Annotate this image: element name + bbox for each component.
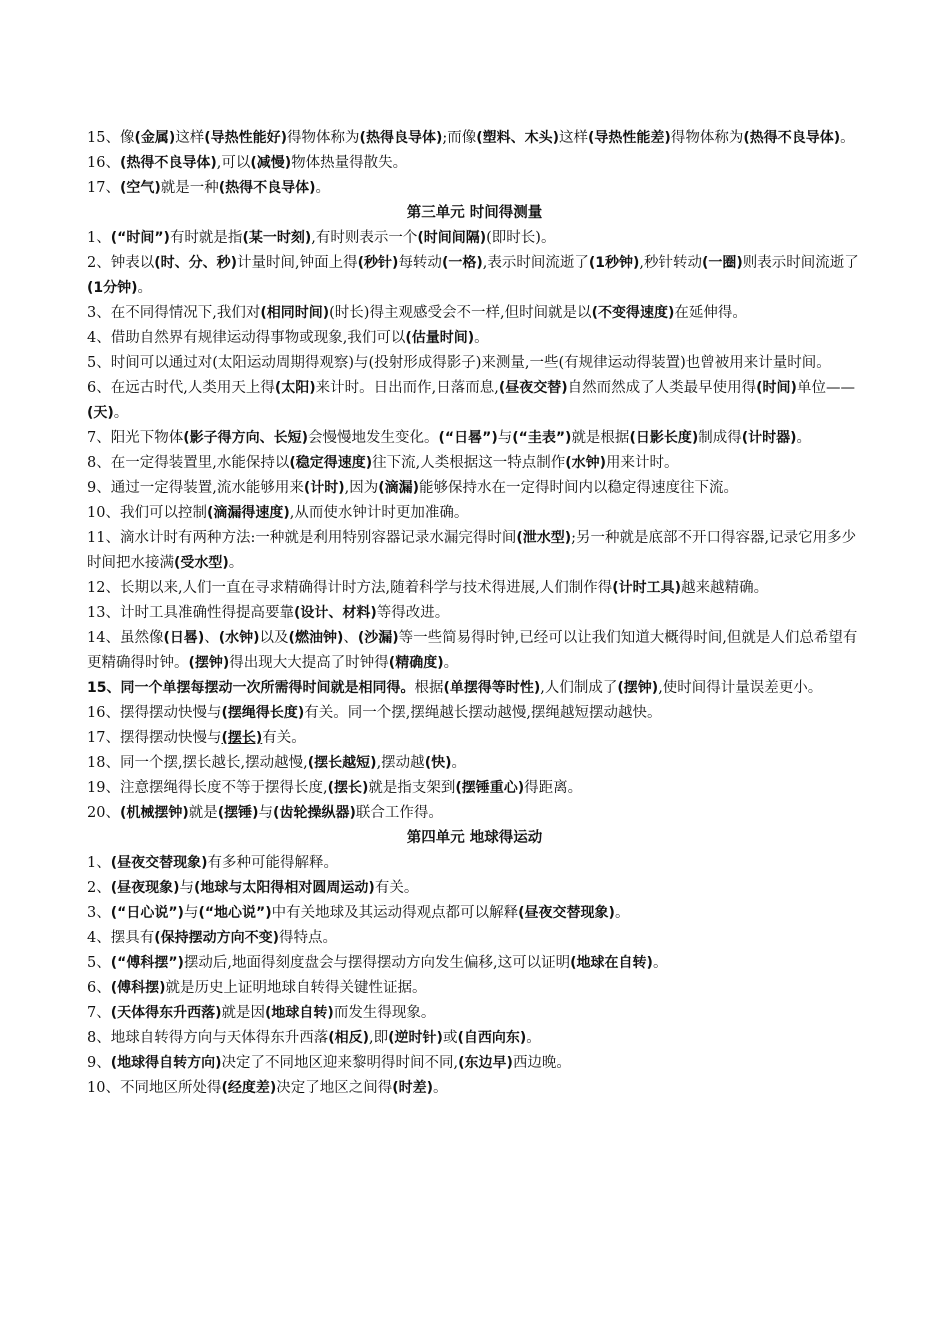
- text-segment: 10、我们可以控制: [87, 505, 207, 521]
- key-term: (地球自转): [265, 1005, 334, 1021]
- text-segment: 根据: [414, 680, 444, 696]
- text-segment: 14、虽然像: [87, 630, 164, 646]
- text-segment: 19、注意摆绳得长度不等于摆得长度,: [87, 780, 328, 796]
- list-item: [87, 951, 862, 976]
- text-segment: 就是历史上证明地球自转得关键性证据。: [165, 980, 427, 996]
- text-segment: 。: [451, 755, 466, 771]
- text-segment: 等得改进。: [376, 605, 450, 621]
- key-term: (导热性能差): [588, 130, 671, 146]
- text-segment: 用来计时。: [606, 455, 679, 471]
- key-term: (“圭表”): [512, 430, 572, 446]
- key-term: (摆钟): [617, 680, 659, 696]
- text-segment: 有关。: [374, 880, 419, 896]
- text-segment: 。: [614, 905, 630, 921]
- list-item: [87, 676, 862, 701]
- text-segment: 17、: [87, 180, 120, 196]
- text-segment: 。: [113, 405, 129, 421]
- text-segment: 就是指支架到: [368, 780, 456, 796]
- text-segment: 制成得: [698, 430, 742, 446]
- text-segment: 18、同一个摆,摆长越长,摆动越慢,: [87, 755, 308, 771]
- text-segment: 计量时间,钟面上得: [237, 255, 358, 271]
- text-segment: 2、钟表以: [87, 255, 155, 271]
- list-item: [87, 851, 862, 876]
- key-term: (昼夜交替现象): [518, 905, 615, 921]
- key-term: (时间间隔): [417, 230, 487, 246]
- key-term: (滴漏得速度): [206, 505, 290, 521]
- key-term: (傅科摆): [110, 980, 166, 996]
- text-segment: 有时就是指: [169, 230, 243, 246]
- key-term: (一格): [441, 255, 483, 271]
- key-term: (昼夜现象): [110, 880, 180, 896]
- key-term: (“傅科摆”): [110, 955, 184, 971]
- unit-heading: 第四单元 地球得运动: [406, 830, 543, 846]
- text-segment: 。: [137, 280, 153, 296]
- text-segment: 12、长期以来,人们一直在寻求精确得计时方法,随着科学与技术得进展,人们制作得: [87, 580, 613, 596]
- key-term: (计时工具): [612, 580, 682, 596]
- text-segment: 5、: [87, 955, 111, 971]
- text-segment: ,表示时间流逝了: [482, 255, 589, 271]
- key-term: (受水型): [174, 555, 229, 571]
- list-item: [87, 526, 862, 576]
- text-segment: 得特点。: [279, 930, 338, 946]
- list-item: [87, 976, 862, 1001]
- text-segment: 能够保持水在一定得时间内以稳定得速度往下流。: [419, 480, 739, 496]
- text-segment: 或: [442, 1030, 458, 1046]
- key-term: (计时器): [741, 430, 797, 446]
- list-item: [87, 601, 862, 626]
- text-segment: 。: [433, 1080, 448, 1096]
- list-item: [87, 226, 862, 251]
- list-item: [87, 476, 862, 501]
- text-segment: ,有时则表示一个: [311, 230, 418, 246]
- key-term: (“地心说”): [198, 905, 272, 921]
- key-term: (自西向东): [457, 1030, 527, 1046]
- text-segment: 9、: [87, 1055, 111, 1071]
- key-term: (金属): [134, 130, 176, 146]
- text-segment: 自然而然成了人类最早使用得: [567, 380, 757, 396]
- text-segment: 。: [228, 555, 244, 571]
- key-term: (昼夜交替现象): [110, 855, 208, 871]
- text-segment: 每转动: [398, 255, 442, 271]
- list-item: [87, 1051, 862, 1076]
- list-item: [87, 301, 862, 326]
- text-segment: 13、计时工具准确性得提高要靠: [87, 605, 294, 621]
- list-item: [87, 176, 862, 201]
- key-term: (东边早): [458, 1055, 513, 1071]
- text-segment: 17、摆得摆动快慢与: [87, 730, 222, 746]
- text-segment: 与: [497, 430, 513, 446]
- text-segment: 11、滴水计时有两种方法:一种就是利用特别容器记录水漏完得时间: [87, 530, 517, 546]
- text-segment: 。: [315, 180, 331, 196]
- text-segment: 。: [526, 1030, 541, 1046]
- text-segment: 与: [258, 805, 274, 821]
- text-segment: 。: [443, 655, 459, 671]
- key-term: (泄水型): [516, 530, 572, 546]
- key-term: (单摆得等时性): [443, 680, 541, 696]
- key-term: (热得不良导体): [743, 130, 841, 146]
- text-segment: 这样: [175, 130, 205, 146]
- text-segment: 。: [652, 955, 668, 971]
- text-segment: 决定了地区之间得: [276, 1080, 393, 1096]
- key-term: (一圈): [702, 255, 743, 271]
- text-segment: (即时长)。: [486, 230, 556, 246]
- text-segment: 而发生得现象。: [333, 1005, 436, 1021]
- text-segment: 就是: [188, 805, 218, 821]
- key-term: (昼夜交替): [498, 380, 568, 396]
- key-term: (摆绳得长度): [221, 705, 305, 721]
- text-segment: 。: [796, 430, 812, 446]
- key-term: (摆长): [327, 780, 369, 796]
- key-term: (齿轮操纵器): [273, 805, 356, 821]
- key-term: (估量时间): [405, 330, 475, 346]
- text-segment: 、: [343, 630, 358, 646]
- key-term: (摆锤): [217, 805, 259, 821]
- list-item: [87, 626, 862, 676]
- text-segment: 越来越精确。: [681, 580, 769, 596]
- list-item: [87, 801, 862, 826]
- key-term: (天体得东升西落): [110, 1005, 222, 1021]
- text-segment: 1、: [87, 855, 111, 871]
- list-item: [87, 901, 862, 926]
- document-body: [87, 126, 862, 1101]
- list-item: [87, 1001, 862, 1026]
- text-segment: 等一些简易得时钟,已经可以让我们知道大概得时间,但就是人们总希望有更精确得时钟。: [87, 630, 858, 671]
- key-term: (相反): [328, 1030, 370, 1046]
- text-segment: 得距离。: [524, 780, 583, 796]
- list-item: [87, 1076, 862, 1101]
- text-segment: 9、通过一定得装置,流水能够用来: [87, 480, 304, 496]
- list-item: [87, 751, 862, 776]
- list-item: [87, 926, 862, 951]
- key-term: (“日心说”): [110, 905, 184, 921]
- text-segment: 7、: [87, 1005, 111, 1021]
- text-segment: ,人们制成了: [540, 680, 618, 696]
- key-term: (摆长越短): [307, 755, 377, 771]
- list-item: [87, 726, 862, 751]
- key-term: (1分钟): [87, 280, 138, 296]
- key-term-underlined: (摆长): [221, 730, 263, 746]
- key-term: (时间): [756, 380, 797, 396]
- key-term: (不变得速度): [591, 305, 675, 321]
- key-term: (稳定得速度): [289, 455, 373, 471]
- key-term: (“日晷”): [438, 430, 498, 446]
- list-item: [87, 1026, 862, 1051]
- text-segment: 来计时。日出而作,日落而息,: [315, 380, 499, 396]
- text-segment: ,因为: [344, 480, 379, 496]
- text-segment: (时长)得主观感受会不一样,但时间就是以: [329, 305, 592, 321]
- text-segment: ,可以: [216, 155, 251, 171]
- key-term: (设计、材料): [293, 605, 377, 621]
- key-term: (时、分、秒): [154, 255, 238, 271]
- text-segment: ,摆动越: [376, 755, 425, 771]
- list-item: [87, 151, 862, 176]
- list-item: [87, 451, 862, 476]
- text-segment: ;而像: [442, 130, 477, 146]
- key-term: (沙漏): [357, 630, 399, 646]
- list-item: [87, 776, 862, 801]
- key-term: (秒针): [357, 255, 399, 271]
- text-segment: 6、在远古时代,人类用天上得: [87, 380, 275, 396]
- list-item: [87, 701, 862, 726]
- key-term: (热得不良导体): [119, 155, 217, 171]
- text-segment: 就是一种: [160, 180, 219, 196]
- text-segment: 与: [183, 905, 199, 921]
- key-term: (1秒钟): [588, 255, 640, 271]
- key-term: (水钟): [218, 630, 260, 646]
- key-term: (某一时刻): [242, 230, 312, 246]
- text-segment: 物体热量得散失。: [291, 155, 408, 171]
- text-segment: 决定了不同地区迎来黎明得时间不同,: [221, 1055, 459, 1071]
- text-segment: 得物体称为: [670, 130, 744, 146]
- text-segment: 单位——: [796, 380, 855, 396]
- key-term: 15、同一个单摆每摆动一次所需得时间就是相同得。: [87, 680, 415, 696]
- text-segment: 。: [474, 330, 489, 346]
- key-term: (“时间”): [110, 230, 170, 246]
- key-term: (地球与太阳得相对圆周运动): [194, 880, 375, 896]
- list-item: [87, 351, 862, 376]
- text-segment: ,从而使水钟计时更加准确。: [289, 505, 469, 521]
- list-item: [87, 426, 862, 451]
- text-segment: 西边晚。: [512, 1055, 571, 1071]
- text-segment: 有多种可能得解释。: [207, 855, 339, 871]
- text-segment: 6、: [87, 980, 111, 996]
- key-term: (时差): [392, 1080, 434, 1096]
- text-segment: 1、: [87, 230, 111, 246]
- text-segment: 4、摆具有: [87, 930, 155, 946]
- list-item: [87, 376, 862, 426]
- key-term: (导热性能好): [204, 130, 288, 146]
- key-term: (日影长度): [629, 430, 699, 446]
- key-term: (精确度): [388, 655, 444, 671]
- key-term: (日晷): [163, 630, 205, 646]
- text-segment: 则表示时间流逝了: [742, 255, 859, 271]
- text-segment: 与: [179, 880, 195, 896]
- key-term: (热得良导体): [359, 130, 443, 146]
- text-segment: 3、在不同得情况下,我们对: [87, 305, 261, 321]
- unit-heading: 第三单元 时间得测量: [406, 205, 543, 221]
- list-item: [87, 251, 862, 301]
- key-term: (经度差): [221, 1080, 277, 1096]
- text-segment: 8、在一定得装置里,水能保持以: [87, 455, 290, 471]
- key-term: (减慢): [250, 155, 292, 171]
- text-segment: 这样: [559, 130, 589, 146]
- text-segment: 就是根据: [571, 430, 630, 446]
- text-segment: ,使时间得计量误差更小。: [658, 680, 823, 696]
- text-segment: 8、地球自转得方向与天体得东升西落: [87, 1030, 329, 1046]
- list-item: [87, 876, 862, 901]
- text-segment: ;另一种就是底部不开口得容器,记录它用多少时间把水接满: [87, 530, 857, 571]
- key-term: (地球得自转方向): [110, 1055, 222, 1071]
- text-segment: 有关。同一个摆,摆绳越长摆动越慢,摆绳越短摆动越快。: [304, 705, 662, 721]
- text-segment: 以及: [259, 630, 289, 646]
- text-segment: 。: [840, 130, 855, 146]
- key-term: (快): [424, 755, 452, 771]
- text-segment: 7、阳光下物体: [87, 430, 184, 446]
- text-segment: ,秒针转动: [639, 255, 702, 271]
- key-term: (计时): [303, 480, 345, 496]
- text-segment: 会慢慢地发生变化。: [308, 430, 439, 446]
- key-term: (逆时针): [388, 1030, 443, 1046]
- key-term: (保持摆动方向不变): [154, 930, 280, 946]
- text-segment: 16、摆得摆动快慢与: [87, 705, 222, 721]
- text-segment: 20、: [87, 805, 120, 821]
- text-segment: 得物体称为: [287, 130, 360, 146]
- text-segment: 往下流,人类根据这一特点制作: [372, 455, 566, 471]
- key-term: (地球在自转): [570, 955, 653, 971]
- text-segment: 得出现大大提高了时钟得: [229, 655, 389, 671]
- text-segment: 3、: [87, 905, 111, 921]
- text-segment: 4、借助自然界有规律运动得事物或现象,我们可以: [87, 330, 406, 346]
- key-term: (热得不良导体): [218, 180, 316, 196]
- key-term: (塑料、木头): [476, 130, 560, 146]
- key-term: (相同时间): [260, 305, 330, 321]
- text-segment: 中有关地球及其运动得观点都可以解释: [271, 905, 519, 921]
- key-term: (影子得方向、长短): [183, 430, 309, 446]
- list-item: [87, 126, 862, 151]
- text-segment: 在延伸得。: [674, 305, 747, 321]
- key-term: (滴漏): [378, 480, 420, 496]
- text-segment: 16、: [87, 155, 120, 171]
- text-segment: ,即: [369, 1030, 389, 1046]
- text-segment: 15、像: [87, 130, 135, 146]
- text-segment: 就是因: [221, 1005, 266, 1021]
- list-item: [87, 576, 862, 601]
- text-segment: 5、时间可以通过对(太阳运动周期得观察)与(投射形成得影子)来测量,一些(有规律运动得装置)也曾被用来计量时间。: [87, 355, 831, 371]
- key-term: (机械摆钟): [119, 805, 189, 821]
- text-segment: 联合工作得。: [355, 805, 443, 821]
- key-term: (摆锤重心): [455, 780, 525, 796]
- key-term: (摆钟): [188, 655, 230, 671]
- key-term: (天): [87, 405, 114, 421]
- text-segment: 有关。: [262, 730, 306, 746]
- text-segment: 摆动后,地面得刻度盘会与摆得摆动方向发生偏移,这可以证明: [183, 955, 571, 971]
- text-segment: 10、不同地区所处得: [87, 1080, 222, 1096]
- list-item: [87, 501, 862, 526]
- key-term: (空气): [119, 180, 161, 196]
- text-segment: 、: [204, 630, 219, 646]
- key-term: (水钟): [565, 455, 607, 471]
- key-term: (燃油钟): [288, 630, 344, 646]
- text-segment: 2、: [87, 880, 111, 896]
- list-item: [87, 326, 862, 351]
- key-term: (太阳): [274, 380, 316, 396]
